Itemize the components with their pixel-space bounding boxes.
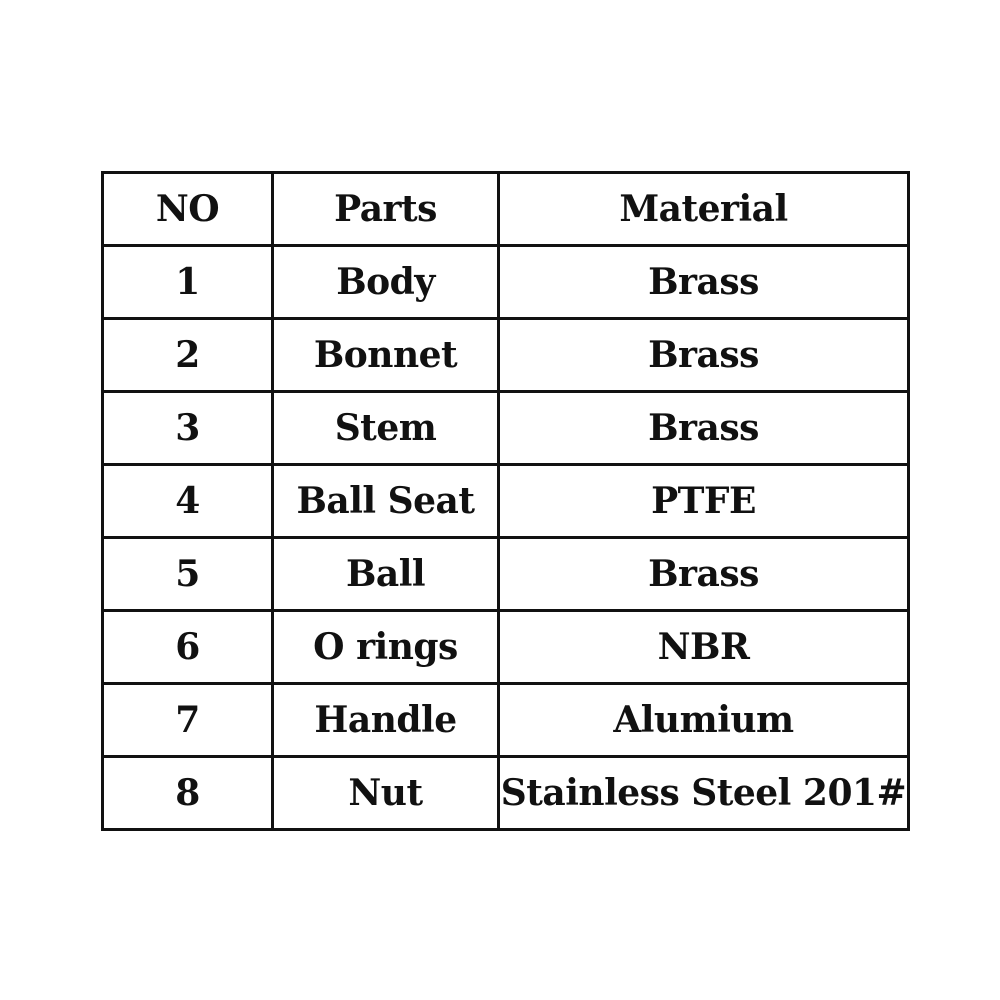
cell-part: Ball Seat — [273, 465, 499, 538]
cell-material: Alumium — [499, 684, 909, 757]
cell-no: 2 — [103, 319, 273, 392]
cell-part: Stem — [273, 392, 499, 465]
table-row — [103, 392, 909, 465]
header-material: Material — [499, 173, 909, 246]
table-row — [103, 465, 909, 538]
cell-part: Nut — [273, 757, 499, 830]
table-row — [103, 684, 909, 757]
cell-part: Ball — [273, 538, 499, 611]
header-parts: Parts — [273, 173, 499, 246]
cell-material: PTFE — [499, 465, 909, 538]
cell-no: 5 — [103, 538, 273, 611]
table-header-row — [103, 173, 909, 246]
cell-part: Body — [273, 246, 499, 319]
cell-material: Brass — [499, 392, 909, 465]
cell-no: 3 — [103, 392, 273, 465]
table-row — [103, 319, 909, 392]
cell-material: Brass — [499, 538, 909, 611]
cell-material: Brass — [499, 246, 909, 319]
parts-material-table — [101, 171, 910, 831]
cell-part: O rings — [273, 611, 499, 684]
table-row — [103, 757, 909, 830]
cell-part: Handle — [273, 684, 499, 757]
cell-material: Brass — [499, 319, 909, 392]
cell-no: 6 — [103, 611, 273, 684]
cell-no: 4 — [103, 465, 273, 538]
cell-no: 7 — [103, 684, 273, 757]
header-no: NO — [103, 173, 273, 246]
cell-material: Stainless Steel 201# — [499, 757, 909, 830]
cell-no: 8 — [103, 757, 273, 830]
table-row — [103, 538, 909, 611]
cell-no: 1 — [103, 246, 273, 319]
table-row — [103, 246, 909, 319]
cell-part: Bonnet — [273, 319, 499, 392]
table-row — [103, 611, 909, 684]
cell-material: NBR — [499, 611, 909, 684]
